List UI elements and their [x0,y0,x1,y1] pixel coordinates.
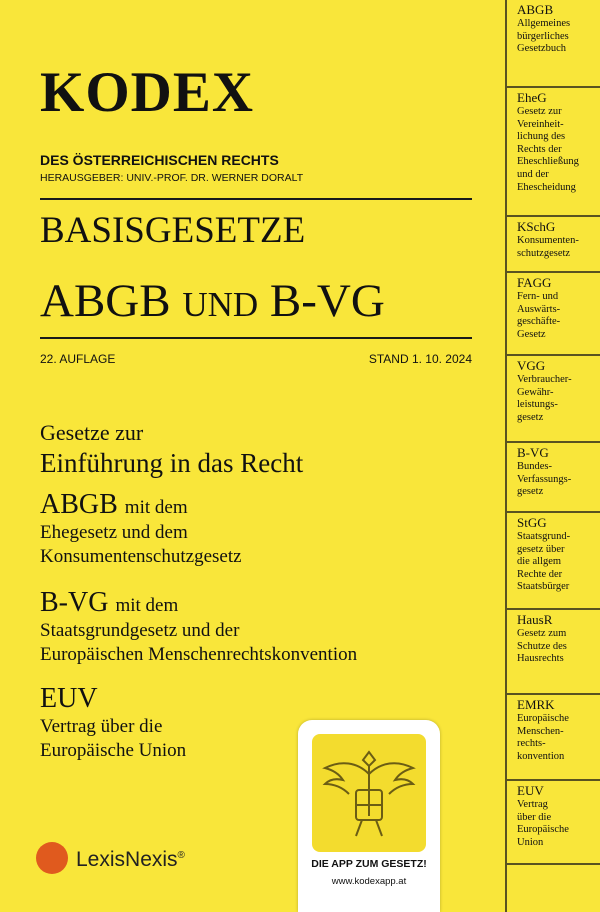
tab-bvg[interactable] [507,443,600,513]
tab-stgg[interactable] [507,513,600,610]
tab-desc: Vertrag [517,798,548,810]
tab-desc: gesetz über [517,543,565,555]
abgb-line-1: Ehegesetz und dem [40,521,188,543]
tab-desc: Hausrechts [517,653,564,665]
tab-desc: rechts- [517,738,546,750]
euv-line-2: Europäische Union [40,739,187,761]
abgb-with: mit dem [124,497,188,518]
tab-desc: Gesetz zur [517,105,562,117]
lexisnexis-logo-icon [36,842,68,874]
volume-title-part3: B-VG [269,275,385,327]
divider-bottom [40,337,472,339]
tab-emrk[interactable] [507,695,600,781]
tab-abbr: EUV [517,783,544,798]
publisher-trademark: ® [177,850,185,861]
tab-desc: Gesetz [517,328,546,340]
series-title: BASISGESETZE [40,210,306,251]
euv-block [40,684,186,763]
tab-desc: Staatsgrund- [517,530,571,542]
tab-abbr: VGG [517,358,546,373]
intro-line-2: Einführung in das Recht [40,448,304,478]
tab-desc: lichung des [517,131,566,143]
tab-desc: Union [517,836,544,848]
bvg-line-2: Europäischen Menschenrechtskonvention [40,643,358,665]
edition-label: 22. AUFLAGE [40,352,116,366]
tab-vgg[interactable] [507,356,600,443]
bvg-with: mit dem [115,595,179,616]
eagle-icon [312,734,426,852]
tab-desc: die allgem [517,556,562,568]
tab-abbr: KSchG [517,219,556,234]
tab-desc: Gesetzbuch [517,43,566,55]
tab-euv[interactable] [507,781,600,865]
app-advert [298,720,440,912]
tab-desc: leistungs- [517,399,558,411]
tab-abbr: ABGB [517,2,554,17]
tab-eheg[interactable] [507,88,600,217]
divider-top [40,198,472,200]
tab-desc: gesetz [517,411,544,423]
tab-desc: Fern- und [517,290,559,302]
tab-desc: Konsumenten- [517,234,579,246]
tab-abgb[interactable] [507,0,600,88]
tab-desc: Eheschließung [517,156,579,168]
tab-desc: Staatsbürger [517,581,570,593]
bvg-block [40,588,357,667]
tab-desc: über die [517,811,552,823]
bvg-line-1: Staatsgrundgesetz und der [40,619,240,641]
tab-fagg[interactable] [507,273,600,356]
tab-desc: Schutze des [517,640,567,652]
tab-desc: Menschen- [517,725,564,737]
tab-desc: Bundes- [517,460,552,472]
tab-desc: Verfassungs- [517,473,572,485]
euv-line-1: Vertrag über die [40,715,163,737]
tab-abbr: StGG [517,515,547,530]
stand-date: STAND 1. 10. 2024 [368,352,472,366]
brand-subtitle: DES ÖSTERREICHISCHEN RECHTS [40,152,279,168]
publisher-name [76,848,185,872]
tab-desc: Verbraucher- [517,373,572,385]
tab-kschg[interactable] [507,217,600,273]
tab-hausr[interactable] [507,610,600,695]
tab-desc: Gesetz zum [517,627,567,639]
tab-abbr: B-VG [517,445,549,460]
tab-abbr: EMRK [517,697,555,712]
tab-desc: geschäfte- [517,316,561,328]
tab-abbr: FAGG [517,275,552,290]
tab-desc: konvention [517,750,565,762]
tab-desc: schutzgesetz [517,247,571,259]
app-url[interactable]: www.kodexapp.at [331,876,407,887]
bvg-head: B-VG [40,587,109,618]
brand-title: KODEX [40,61,255,124]
tab-desc: bürgerliches [517,30,569,42]
tab-abbr: EheG [517,90,547,105]
abgb-block [40,490,242,569]
phone-screen [312,734,426,852]
editor-line: HERAUSGEBER: UNIV.-PROF. DR. WERNER DORALT [40,172,304,184]
tab-desc: Ehescheidung [517,181,576,193]
tab-desc: Europäische [517,824,569,836]
tab-desc: Europäische [517,712,569,724]
tab-desc: Allgemeines [517,17,571,29]
app-slogan: DIE APP ZUM GESETZ! [311,858,427,870]
tab-desc: gesetz [517,486,544,498]
tab-desc: Rechte der [517,568,563,580]
tab-desc: Vereinheit- [517,118,564,130]
tab-desc: Auswärts- [517,303,561,315]
euv-head: EUV [40,683,98,714]
abgb-head: ABGB [40,489,118,520]
tab-desc: Rechts der [517,143,562,155]
volume-title-part1: ABGB [40,275,171,327]
tab-abbr: HausR [517,612,553,627]
tab-desc: Gewähr- [517,386,554,398]
intro-line-1: Gesetze zur [40,420,144,445]
volume-title-part2: UND [182,285,259,324]
tab-desc: und der [517,168,549,180]
register-tabs [505,0,600,912]
abgb-line-2: Konsumentenschutzgesetz [40,545,242,567]
volume-title [40,275,385,327]
publisher-name-text: LexisNexis [76,848,178,871]
